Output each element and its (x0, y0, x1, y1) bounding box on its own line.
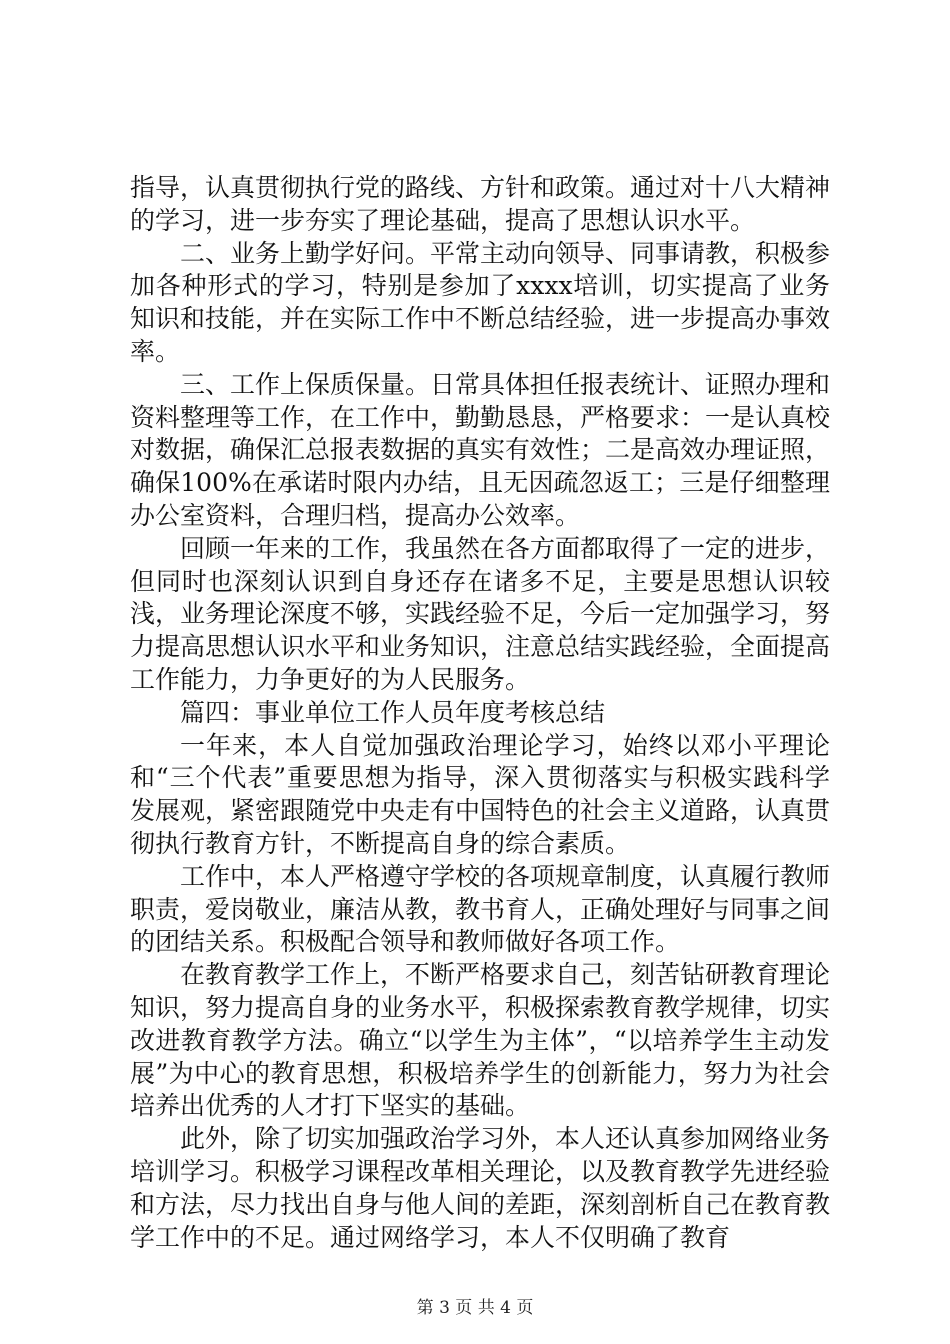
paragraph-continuation: 指导，认真贯彻执行党的路线、方针和政策。通过对十八大精神的学习，进一步夯实了理论基础，提高了思想认识水平。 (130, 173, 831, 235)
paragraph-political-study: 一年来，本人自觉加强政治理论学习，始终以邓小平理论和“三个代表”重要思想为指导，深入贯彻落实与积极实践科学发展观，紧密跟随党中央走有中国特色的社会主义道路，认真贯彻执行教育方针，不断提高自身的综合素质。 (130, 730, 831, 858)
paragraph-work-rules: 工作中，本人严格遵守学校的各项规章制度，认真履行教师职责，爱岗敬业，廉洁从教，教书育人，正确处理好与同事之间的团结关系。积极配合领导和教师做好各项工作。 (130, 861, 831, 957)
section-heading-part-four: 篇四：事业单位工作人员年度考核总结 (180, 697, 606, 727)
paragraph-work-quality: 三、工作上保质保量。日常具体担任报表统计、证照办理和资料整理等工作，在工作中，勤勤恳恳，严格要求：一是认真校对数据，确保汇总报表数据的真实有效性；二是高效办理证照，确保100%在承诺时限内办结，且无因疏忽返工；三是仔细整理办公室资料，合理归档，提高办公效率。 (130, 369, 831, 530)
paragraph-online-training: 此外，除了切实加强政治学习外，本人还认真参加网络业务培训学习。积极学习课程改革相关理论，以及教育教学先进经验和方法，尽力找出自身与他人间的差距，深刻剖析自己在教育教学工作中的不足。通过网络学习，本人不仅明确了教育 (130, 1124, 831, 1252)
paragraph-review: 回顾一年来的工作，我虽然在各方面都取得了一定的进步，但同时也深刻认识到自身还存在诸多不足，主要是思想认识较浅，业务理论深度不够，实践经验不足，今后一定加强学习，努力提高思想认识水平和业务知识，注意总结实践经验，全面提高工作能力，力争更好的为人民服务。 (130, 533, 831, 694)
paragraph-teaching: 在教育教学工作上，不断严格要求自己，刻苦钻研教育理论知识，努力提高自身的业务水平，积极探索教育教学规律，切实改进教育教学方法。确立“以学生为主体”，“以培养学生主动发展”为中心的教育思想，积极培养学生的创新能力，努力为社会培养出优秀的人才打下坚实的基础。 (130, 960, 831, 1121)
page-number-footer: 第 3 页 共 4 页 (416, 1298, 534, 1318)
document-body (130, 172, 830, 1254)
paragraph-business-study: 二、业务上勤学好问。平常主动向领导、同事请教，积极参加各种形式的学习，特别是参加了xxxx培训，切实提高了业务知识和技能，并在实际工作中不断总结经验，进一步提高办事效率。 (130, 238, 831, 366)
